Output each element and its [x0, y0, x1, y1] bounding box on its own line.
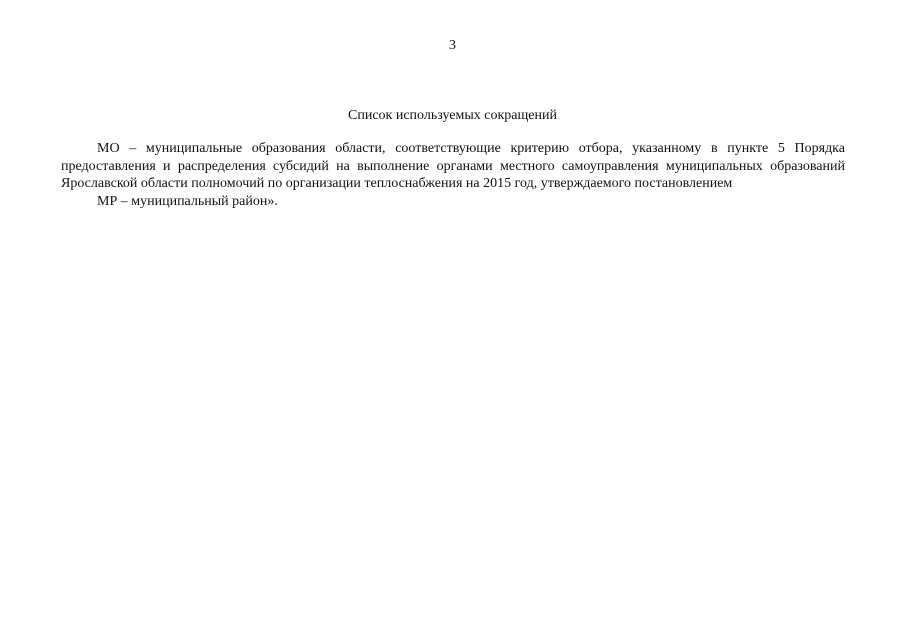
page-number: 3	[449, 38, 456, 53]
document-body	[61, 140, 845, 210]
abbreviation-mo-paragraph: МО – муниципальные образования области, соответствующие критерию отбора, указанному в пункте 5 Порядка предоставления и распределения субсидий на выполнение органами местного самоуправления муниципальных образований Ярославской области полномочий по организации теплоснабжения на 2015 год, утверждаемого постановлением	[61, 141, 845, 192]
abbreviation-mr-paragraph: МР – муниципальный район».	[97, 193, 278, 209]
abbreviations-heading: Список используемых сокращений	[348, 108, 557, 123]
